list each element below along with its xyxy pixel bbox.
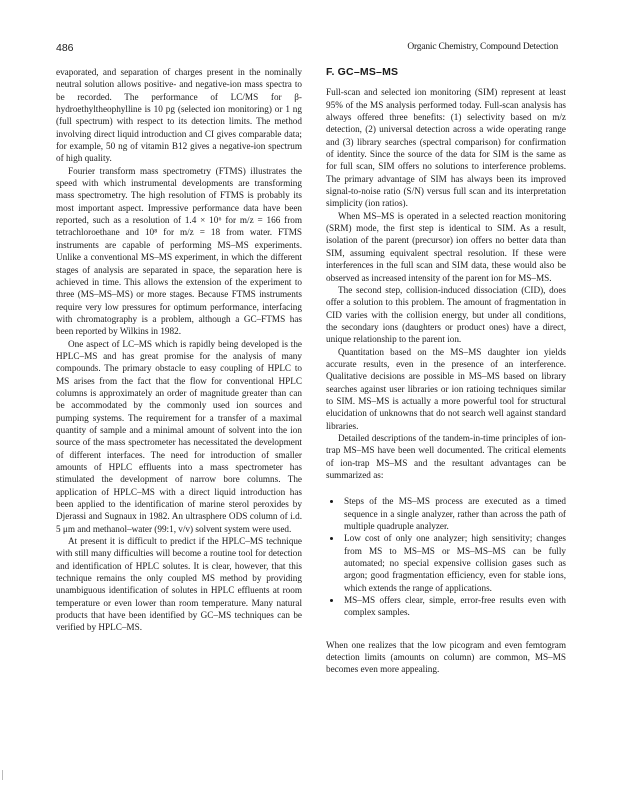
bullet-list xyxy=(326,495,566,618)
page-edge-mark xyxy=(2,770,3,780)
paragraph: The second step, collision-induced dissociation (CID), does offer a solution to this problem. The amount of fragmentation in CID varies with the collision energy, but under all conditions, the secondary ions (daughters or product ones) have a direct, unique relationship to the parent ion. xyxy=(326,284,566,345)
section-heading: F. GC–MS–MS xyxy=(326,66,399,78)
page-number: 486 xyxy=(56,42,74,54)
paragraph: At present it is difficult to predict if the HPLC–MS technique with still many difficulties will become a routine tool for detection and identification of HPLC solutes. It is clear, however, that this technique remains the only coupled MS method by providing unambiguous identification of solutes in HPLC effluents at room temperature or even lower than room temperature. Many natural products that have been identified by GC–MS techniques can be verified by HPLC–MS. xyxy=(56,536,302,633)
list-item: • MS–MS offers clear, simple, error-free results even with complex samples. xyxy=(342,594,566,619)
page-header xyxy=(56,42,558,56)
paragraph: evaporated, and separation of charges present in the nominally neutral solution allows positive- and negative-ion mass spectra to be recorded. The performance of LC/MS for β-hydroethyltheophylline is 10 pg (selected ion monitoring) or 1 ng (full spectrum) with respect to its detection limits. The method involving direct liquid introduction and CI gives comparable data; for example, 50 ng of vitamin B12 gives a negative-ion spectrum of high quality. xyxy=(56,67,302,164)
paragraph: Quantitation based on the MS–MS daughter ion yields accurate results, even in the presence of an interference. Qualitative decisions are possible in MS–MS based on library searches against user libraries or ion ratioing techniques similar to SIM. MS–MS is actually a more powerful tool for structural elucidation of unknowns that do not search well against standard libraries. xyxy=(326,346,566,431)
right-column xyxy=(326,66,566,676)
running-head: Organic Chemistry, Compound Detection xyxy=(407,42,558,52)
list-item: • Steps of the MS–MS process are executed as a timed sequence in a single analyzer, rather than across the path of multiple quadruple analyzer. xyxy=(342,495,566,532)
closing-paragraph: When one realizes that the low picogram and even femtogram detection limits (amounts on column) are common, MS–MS becomes even more appealing. xyxy=(326,639,566,675)
paragraph: Detailed descriptions of the tandem-in-time principles of ion-trap MS–MS have been well documented. The critical elements of ion-trap MS–MS and the resultant advantages can be summarized as: xyxy=(326,432,566,480)
paragraph: Full-scan and selected ion monitoring (SIM) represent at least 95% of the MS analysis performed today. Full-scan analysis has always offered three benefits: (1) selectivity based on m/z detection, (2) universal detection across a wide operating range and (3) library searches (spectral comparison) for confirmation of identity. Since the source of the data for SIM is the same as for full scan, SIM offers no solutions to interference problems. The primary advantage of SIM has always been its improved signal-to-noise ratio (S/N) versus full scan and its interpretation simplicity (ion ratios). xyxy=(326,87,566,209)
paragraph: When MS–MS is operated in a selected reaction monitoring (SRM) mode, the first step is identical to SIM. As a result, isolation of the parent (precursor) ion offers no better data than SIM, assuming equivalent spectral resolution. If these were interferences in the full scan and SIM data, these would also be observed as increased intensity of the parent ion for MS–MS. xyxy=(326,210,566,283)
paragraph: Fourier transform mass spectrometry (FTMS) illustrates the speed with which instrumental developments are transforming mass spectrometry. The high resolution of FTMS is probably its most important aspect. Impressive performance data have been reported, such as a resolution of 1.4 × 10⁶ for m/z = 166 from tetrachloroethane and 10⁸ for m/z = 18 from water. FTMS instruments are capable of performing MS–MS experiments. Unlike a conventional MS–MS experiment, in which the different stages of analysis are separated in space, the separation here is achieved in time. This allows the extension of the experiment to three (MS–MS–MS) or more stages. Because FTMS instruments require very low pressures for optimum performance, interfacing with chromatography is a problem, although a GC–FTMS has been reported by Wilkins in 1982. xyxy=(56,165,302,337)
left-column xyxy=(56,66,302,634)
list-item: • Low cost of only one analyzer; high sensitivity; changes from MS to MS–MS or MS–MS–MS can be fully automated; no special expensive collision gases such as argon; good fragmentation efficiency, even for stable ions, which extends the range of applications. xyxy=(342,532,566,594)
paragraph: One aspect of LC–MS which is rapidly being developed is the HPLC–MS and has great promise for the analysis of many compounds. The primary obstacle to easy coupling of HPLC to MS arises from the fact that the flow for conventional HPLC columns is approximately an order of magnitude greater than can be accommodated by the commonly used ion sources and pumping systems. The requirement for a transfer of a maximal quantity of sample and a minimal amount of solvent into the ion source of the mass spectrometer has necessitated the development of different interfaces. The need for introduction of smaller amounts of HPLC effluents into a mass spectrometer has stimulated the development of narrow bore columns. The application of HPLC–MS with a direct liquid introduction has been applied to the identification of marine sterol peroxides by Djerassi and Sugnaux in 1982. An ultrasphere ODS column of i.d. 5 μm and methanol–water (99:1, v/v) solvent system were used. xyxy=(56,338,302,534)
